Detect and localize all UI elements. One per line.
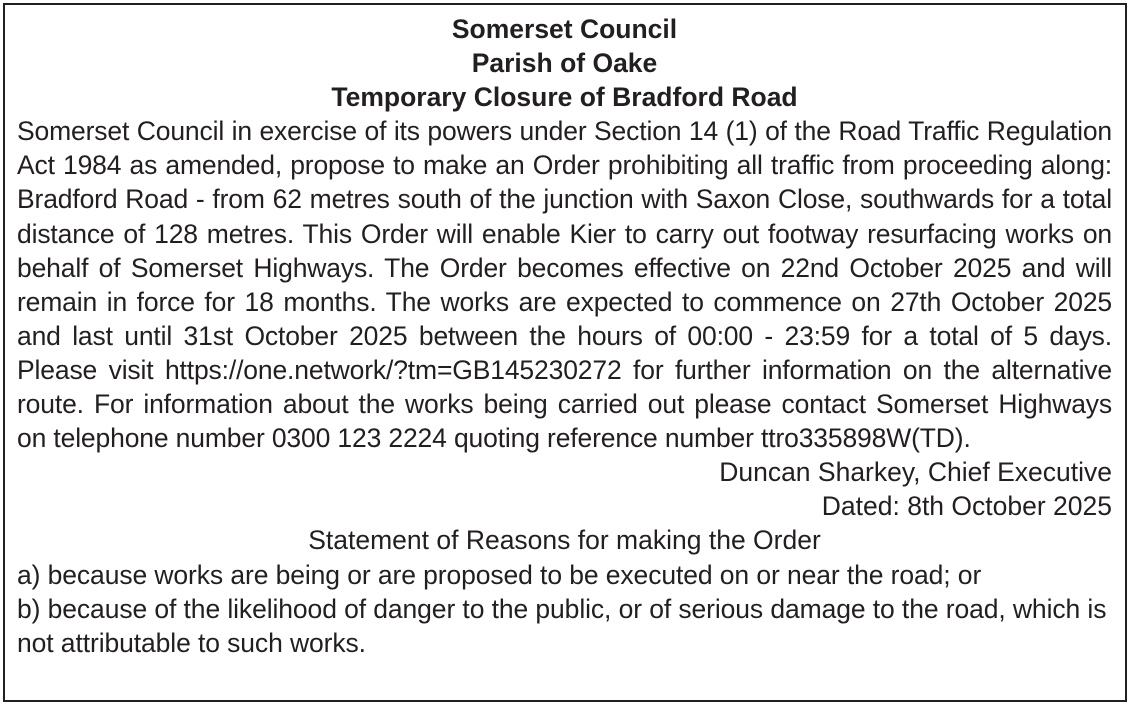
reason-b: b) because of the likelihood of danger to the public, or of serious damage to the road, which is not attributable to such works. bbox=[17, 593, 1107, 658]
parish-heading: Parish of Oake bbox=[471, 48, 658, 79]
reason-a: a) because works are being or are proposed to be executed on or near the road; or bbox=[17, 559, 982, 590]
dated-line: Dated: 8th October 2025 bbox=[821, 491, 1112, 522]
reasons-title: Statement of Reasons for making the Order bbox=[308, 525, 821, 556]
notice-title: Temporary Closure of Bradford Road bbox=[331, 82, 798, 113]
signatory-name: Duncan Sharkey, Chief Executive bbox=[719, 457, 1112, 488]
public-notice bbox=[3, 3, 1127, 702]
council-heading: Somerset Council bbox=[451, 14, 678, 44]
notice-body: Somerset Council in exercise of its powers under Section 14 (1) of the Road Traffic Regulation Act 1984 as amended, propose to make an Order prohibiting all traffic from proceeding along: Bradford Road - from 62 metres south of the junction with Saxon Close, southwards for a total distance of 128 metres. This Order will enable Kier to carry out footway resurfacing works on behalf of Somerset Highways. The Order becomes effective on 22nd October 2025 and will remain in force for 18 months. The works are expected to commence on 27th October 2025 and last until 31st October 2025 between the hours of 00:00 - 23:59 for a total of 5 days. Please visit https://one.network/?tm=GB145230272 for further information on the alternative route. For information about the works being carried out please contact Somerset Highways on telephone number 0300 123 2224 quoting reference number ttro335898W(TD). bbox=[17, 116, 1112, 454]
